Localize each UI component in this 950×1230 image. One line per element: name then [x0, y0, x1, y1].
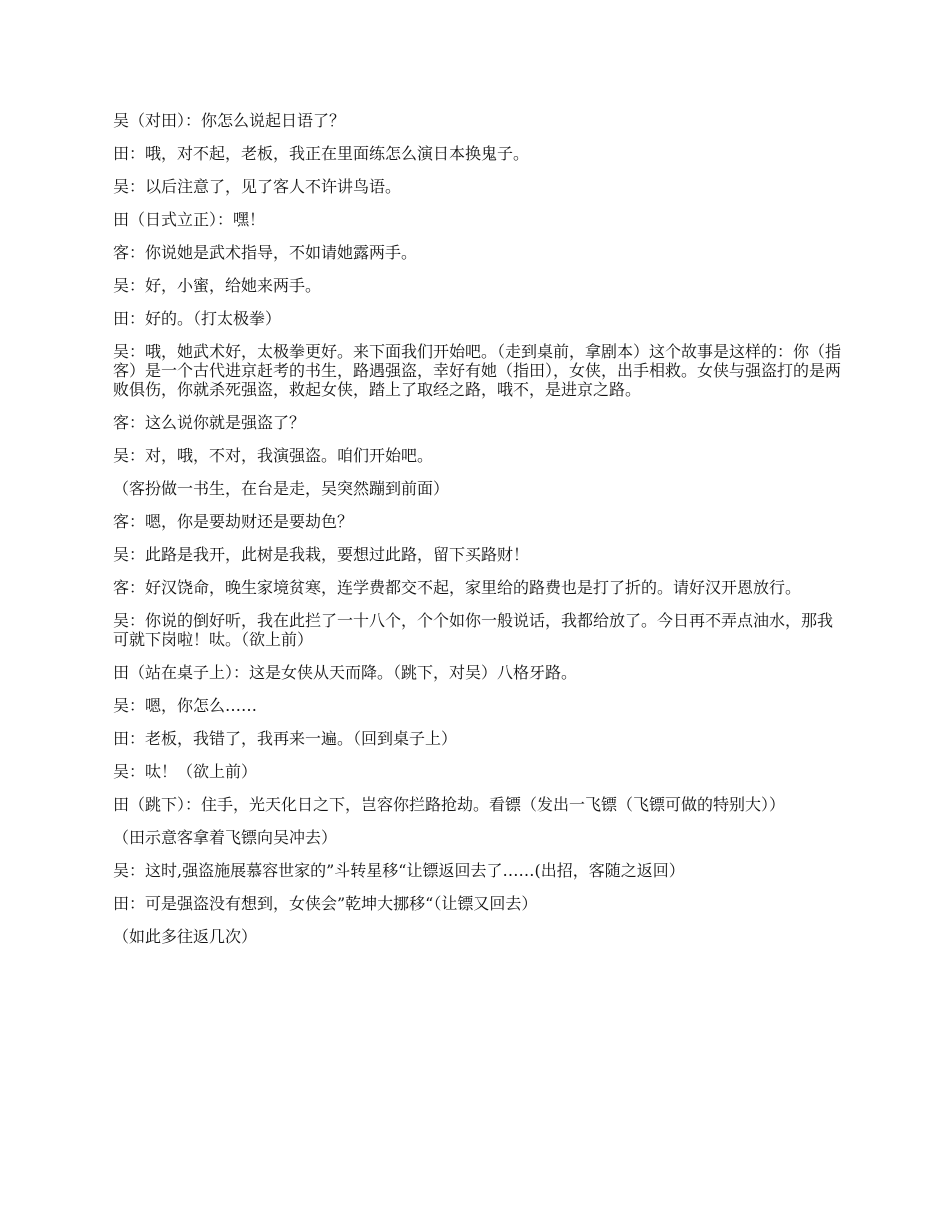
script-line: 吴：以后注意了，见了客人不许讲鸟语。	[113, 177, 402, 196]
script-line: 田：老板，我错了，我再来一遍。（回到桌子上）	[113, 729, 458, 748]
script-line: 田：好的。（打太极拳）	[113, 309, 282, 328]
script-paragraph: 吴：你说的倒好听，我在此拦了一十八个，个个如你一般说话，我都给放了。今日再不弄点油水，那我可就下岗啦！呔。（欲上前）	[113, 611, 834, 649]
script-line: 田：可是强盗没有想到，女侠会”乾坤大挪移“（让镖又回去）	[113, 894, 538, 913]
script-line: 吴（对田）：你怎么说起日语了？	[113, 111, 346, 130]
script-paragraph: 吴：哦，她武术好，太极拳更好。来下面我们开始吧。（走到桌前，拿剧本）这个故事是这样的：你（指客）是一个古代进京赶考的书生，路遇强盗，幸好有她（指田），女侠，出手相救。女侠与强盗打的是两败俱伤，你就杀死强盗，救起女侠，踏上了取经之路，哦不，是进京之路。	[113, 342, 842, 399]
script-paragraph: 客：好汉饶命，晚生家境贫寒，连学费都交不起，家里给的路费也是打了折的。请好汉开恩放行。	[113, 578, 802, 597]
stage-direction: （客扮做一书生，在台是走，吴突然蹦到前面）	[113, 479, 450, 498]
script-line: 吴：这时,强盗施展慕容世家的”斗转星移“让镖返回去了……(出招，客随之返回）	[113, 861, 685, 880]
script-line: 吴：呔！（欲上前）	[113, 762, 258, 781]
script-paragraph: 田（跳下）：住手，光天化日之下，岂容你拦路抢劫。看镖（发出一飞镖（飞镖可做的特别大））	[113, 795, 786, 814]
script-line: 客：嗯，你是要劫财还是要劫色？	[113, 512, 354, 531]
script-line: 吴：对，哦，不对，我演强盗。咱们开始吧。	[113, 446, 434, 465]
script-line: 吴：好，小蜜，给她来两手。	[113, 276, 322, 295]
script-line: 客：你说她是武术指导，不如请她露两手。	[113, 243, 418, 262]
script-line: 田（日式立正）：嘿！	[113, 210, 266, 229]
script-line: 吴：此路是我开，此树是我栽，要想过此路，留下买路财！	[113, 545, 530, 564]
script-line: 田：哦，对不起，老板，我正在里面练怎么演日本换鬼子。	[113, 144, 530, 163]
stage-direction: （如此多往返几次）	[113, 927, 258, 946]
script-line: 吴：嗯，你怎么……	[113, 696, 258, 715]
script-line: 客：这么说你就是强盗了？	[113, 413, 306, 432]
script-line: 田（站在桌子上）：这是女侠从天而降。（跳下，对吴）八格牙路。	[113, 663, 578, 682]
stage-direction: （田示意客拿着飞镖向吴冲去）	[113, 828, 338, 847]
